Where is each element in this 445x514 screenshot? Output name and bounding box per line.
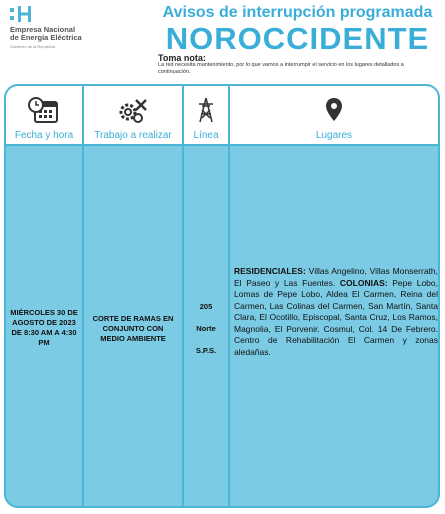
colonias-list: Pepe Lobo, Lomas de Pepe Lobo, Aldea El Carmen, Reina del Carmen, Las Colinas del Carmen, San Martín, Santa Clara, El Ocotillo, Episcopal, Santa Cruz, Los Ramos, Magnolia, El Porvenir. Cosmul, Col. 14 De Febrero. Centro de Rehabilitación El Carmen y zonas aledañas. (234, 277, 438, 357)
power-tower-icon (184, 96, 228, 124)
cell-fecha: MIÉRCOLES 30 DE AGOSTO DE 2023 DE 8:30 AM A 4:30 PM (10, 308, 78, 347)
cell-linea-city: S.P.S. (195, 346, 217, 355)
column-lugares (230, 86, 438, 506)
org-name-line1: Empresa Nacional (10, 25, 76, 34)
enee-logo (10, 6, 130, 48)
notice-title: Avisos de interrupción programada (162, 4, 433, 21)
header-fecha: Fecha y hora (14, 130, 74, 141)
calendar-clock-icon (6, 96, 82, 124)
cell-lugares (234, 266, 438, 358)
column-linea (184, 86, 228, 506)
note-text: La red necesita mantenimiento, por lo que vamos a interrumpir el servicio en los lugares detallados a continuación. (158, 62, 404, 75)
org-name-line2: de Energía Eléctrica (10, 33, 82, 42)
header-divider (6, 144, 438, 146)
residenciales-list: Villas Angelino, Villas Monserrath, El Paseo y Las Fuentes. (234, 266, 438, 288)
colonias-label: COLONIAS: (339, 277, 388, 288)
org-subtitle: Gobierno de la República (10, 44, 56, 49)
region-title: NOROCCIDENTE (165, 21, 430, 56)
cell-trabajo: CORTE DE RAMAS EN CONJUNTO CON MEDIO AMBIENTE (92, 314, 174, 343)
location-pin-icon (230, 96, 438, 124)
column-trabajo (84, 86, 182, 506)
cell-linea-number: 205 (199, 302, 213, 311)
cell-linea-zone: Norte (196, 324, 216, 333)
header-linea: Línea (193, 130, 219, 141)
header-lugares: Lugares (315, 130, 353, 141)
gears-tools-icon (84, 96, 182, 124)
note-heading: Toma nota: (158, 53, 206, 63)
outage-table (4, 84, 440, 508)
column-fecha (6, 86, 82, 506)
enee-h-logo-icon (10, 6, 34, 22)
residenciales-label: RESIDENCIALES: (234, 266, 306, 276)
header-trabajo: Trabajo a realizar (94, 130, 172, 141)
